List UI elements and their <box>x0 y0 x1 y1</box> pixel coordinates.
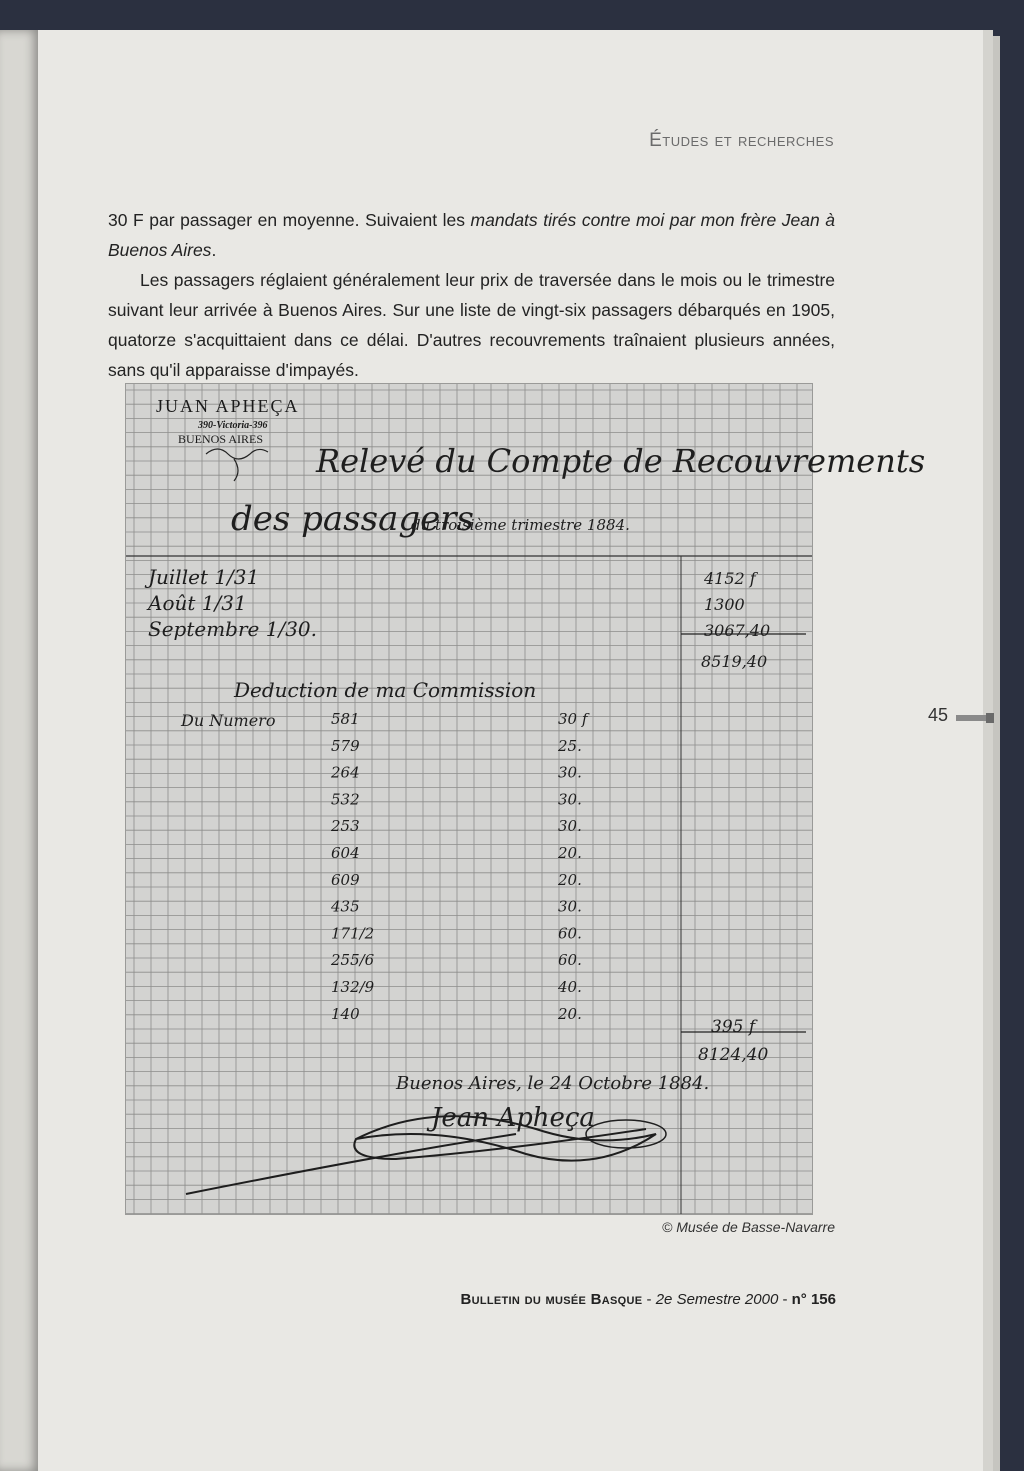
issue-number: n° 156 <box>791 1291 836 1308</box>
commission-number: 609 <box>331 870 360 889</box>
commission-number: 435 <box>331 897 360 916</box>
commission-amount: 25. <box>558 736 582 755</box>
commission-number: 253 <box>331 817 360 836</box>
commission-number: 132/9 <box>331 978 375 996</box>
page-edge <box>993 36 1000 1471</box>
document-subtitle: des passagers <box>231 499 474 539</box>
left-page-edge <box>0 30 40 1471</box>
document-title: Relevé du Compte de Recouvrements <box>316 442 926 480</box>
month-label: Août 1/31 <box>148 591 247 615</box>
commission-amount: 20. <box>558 844 582 862</box>
semester: 2e Semestre 2000 <box>655 1291 779 1308</box>
letterhead-address: 390-Victoria-396 <box>198 420 268 431</box>
month-amount: 1300 <box>704 595 745 614</box>
commission-number: 581 <box>331 710 360 728</box>
footer <box>460 1291 836 1308</box>
commission-number: 532 <box>331 790 360 809</box>
commission-amount: 30. <box>558 897 582 916</box>
page-tab-marker <box>956 715 986 721</box>
page-number: 45 <box>928 705 949 725</box>
text-run: . <box>211 240 217 260</box>
net-total: 8124,40 <box>698 1045 769 1065</box>
month-label: Juillet 1/31 <box>148 565 260 589</box>
separator: - <box>642 1291 656 1308</box>
ornament-icon <box>206 449 268 481</box>
commission-amount: 60. <box>558 951 582 970</box>
deduction-label: Deduction de ma Commission <box>234 678 537 702</box>
commission-number: 604 <box>331 844 360 862</box>
commission-rows <box>330 710 590 1023</box>
month-amount: 4152 f <box>704 569 756 588</box>
body-text <box>108 205 835 385</box>
commission-number: 171/2 <box>331 924 375 943</box>
document-svg <box>126 384 926 1214</box>
signature: Jean Apheça <box>431 1103 595 1133</box>
italic-quote: mandats tirés contre moi par mon frère Jean à Buenos Aires <box>108 210 835 260</box>
page-tab-marker <box>986 713 994 723</box>
numero-label: Du Numero <box>181 711 276 730</box>
commission-amount: 60. <box>558 924 582 943</box>
paragraph-1 <box>108 205 835 265</box>
bulletin-name: Bulletin du musée Basque <box>460 1291 643 1308</box>
commission-number: 140 <box>331 1004 360 1023</box>
commission-number: 579 <box>331 736 360 755</box>
section-header: Études et recherches <box>649 130 834 151</box>
month-amount: 3067,40 <box>704 621 771 640</box>
letterhead-city: BUENOS AIRES <box>178 432 264 446</box>
letterhead-name: JUAN APHEÇA <box>156 396 300 416</box>
commission-number: 264 <box>331 763 360 782</box>
place-date: Buenos Aires, le 24 Octobre 1884. <box>396 1073 710 1094</box>
separator: - <box>778 1291 792 1308</box>
photo-credit: © Musée de Basse-Navarre <box>662 1219 835 1235</box>
commission-amount: 20. <box>558 1004 582 1023</box>
commission-total: 395 f <box>711 1017 756 1037</box>
commission-amount: 30. <box>558 817 582 836</box>
subtotal-amount: 8519,40 <box>701 652 768 671</box>
page-edge <box>983 30 993 1471</box>
historical-document-photo <box>125 383 926 1215</box>
commission-amount: 20. <box>558 870 582 889</box>
commission-amount: 40. <box>558 978 582 996</box>
month-label: Septembre 1/30. <box>148 617 318 641</box>
commission-amount: 30. <box>558 790 582 809</box>
commission-amount: 30 f <box>558 710 588 728</box>
signature-icon <box>186 1103 666 1194</box>
paragraph-2: Les passagers réglaient généralement leur prix de traversée dans le mois ou le trimestre suivant leur arrivée à Buenos Aires. Sur une liste de vingt-six passagers débarqués en 1905, quatorze s'acquittaient dans ce délai. D'autres recouvrements traînaient plusieurs années, sans qu'il apparaisse d'impayés. <box>108 270 835 380</box>
commission-amount: 30. <box>558 763 582 782</box>
commission-number: 255/6 <box>331 951 375 970</box>
document-period: du troisième trimestre 1884. <box>411 516 630 534</box>
text-run: 30 F par passager en moyenne. Suivaient les <box>108 210 471 230</box>
